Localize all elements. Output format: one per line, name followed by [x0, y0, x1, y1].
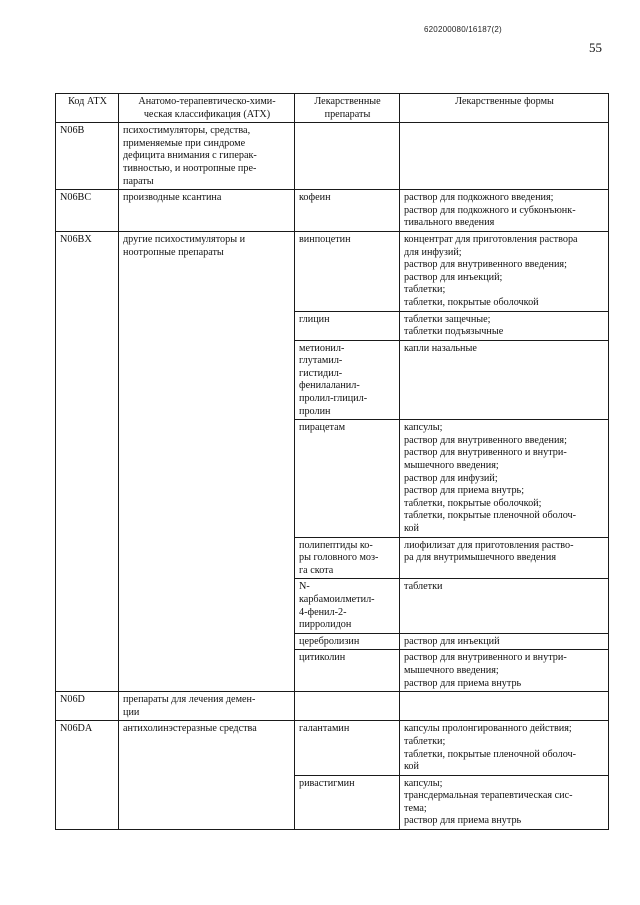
column-header-drugs: Лекарственные препараты: [295, 94, 400, 123]
forms-cell: раствор для внутривенного и внутри- мышечного введения; раствор для приема внутрь: [400, 650, 609, 692]
drug-cell: кофеин: [295, 190, 400, 232]
page-number: 55: [589, 40, 602, 55]
atc-code-cell: N06BC: [56, 190, 119, 232]
forms-cell: капли назальные: [400, 340, 609, 420]
table-row: [56, 123, 609, 190]
atc-class-cell: антихолинэстеразные средства: [119, 721, 295, 830]
forms-cell: концентрат для приготовления раствора для инфузий; раствор для внутривенного введения; раствор для инъекций; таблетки; таблетки, покрытые оболочкой: [400, 231, 609, 311]
table-row: [56, 721, 609, 775]
atc-code-cell: N06DA: [56, 721, 119, 830]
document-id: 620200080/16187(2): [424, 25, 502, 34]
drug-cell: ривастигмин: [295, 775, 400, 829]
table-row: [56, 692, 609, 721]
drug-cell: полипептиды ко- ры головного моз- га скота: [295, 537, 400, 579]
forms-cell: лиофилизат для приготовления раство- ра для внутримышечного введения: [400, 537, 609, 579]
table-row: [56, 190, 609, 232]
atc-class-cell: производные ксантина: [119, 190, 295, 232]
drug-cell: N- карбамоилметил- 4-фенил-2- пирролидон: [295, 579, 400, 633]
column-header-code: Код АТХ: [56, 94, 119, 123]
column-header-forms: Лекарственные формы: [400, 94, 609, 123]
forms-cell: капсулы; раствор для внутривенного введения; раствор для внутривенного и внутри- мышечного введения; раствор для инфузий; раствор для приема внутрь; таблетки, покрытые оболочкой; таблетки, покрытые пленочной оболоч- кой: [400, 420, 609, 537]
forms-cell: раствор для подкожного введения; раствор для подкожного и субконъюнк- тивального введения: [400, 190, 609, 232]
forms-cell: таблетки защечные; таблетки подъязычные: [400, 311, 609, 340]
atc-code-cell: N06B: [56, 123, 119, 190]
atc-table: [55, 93, 609, 830]
drug-cell: галантамин: [295, 721, 400, 775]
drug-cell: метионил- глутамил- гистидил- фенилаланил- пролил-глицил- пролин: [295, 340, 400, 420]
forms-cell: [400, 692, 609, 721]
table-row: [56, 231, 609, 311]
drug-cell: глицин: [295, 311, 400, 340]
column-header-classification: Анатомо-терапевтическо-хими- ческая классификация (АТХ): [119, 94, 295, 123]
forms-cell: раствор для инъекций: [400, 633, 609, 650]
drug-cell: цитиколин: [295, 650, 400, 692]
drug-cell: пирацетам: [295, 420, 400, 537]
atc-class-cell: другие психостимуляторы и ноотропные препараты: [119, 231, 295, 691]
atc-class-cell: препараты для лечения демен- ции: [119, 692, 295, 721]
atc-code-cell: N06D: [56, 692, 119, 721]
drug-cell: [295, 123, 400, 190]
forms-cell: таблетки: [400, 579, 609, 633]
drug-cell: [295, 692, 400, 721]
atc-code-cell: N06BX: [56, 231, 119, 691]
drug-cell: церебролизин: [295, 633, 400, 650]
forms-cell: капсулы; трансдермальная терапевтическая сис- тема; раствор для приема внутрь: [400, 775, 609, 829]
forms-cell: капсулы пролонгированного действия; таблетки; таблетки, покрытые пленочной оболоч- кой: [400, 721, 609, 775]
atc-class-cell: психостимуляторы, средства, применяемые при синдроме дефицита внимания с гиперак- тивностью, и ноотропные пре- параты: [119, 123, 295, 190]
table-header-row: [56, 94, 609, 123]
drug-cell: винпоцетин: [295, 231, 400, 311]
forms-cell: [400, 123, 609, 190]
